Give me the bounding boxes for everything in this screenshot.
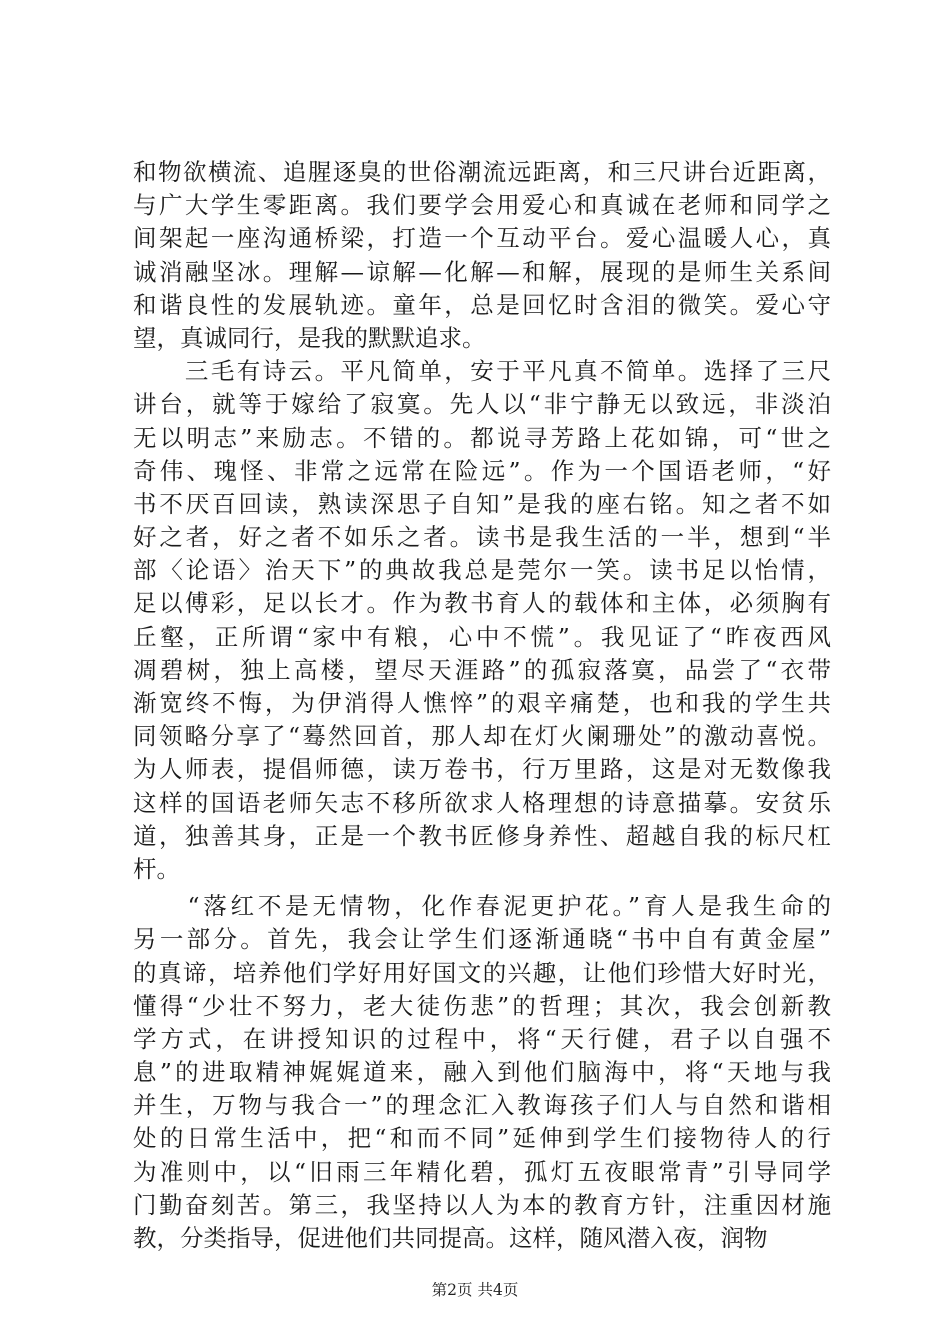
text-line: 三毛有诗云。平凡简单，安于平凡真不简单。选择了三尺 (133, 357, 831, 386)
text-line: 好之者，好之者不如乐之者。读书是我生活的一半，想到“半 (133, 523, 831, 552)
text-line: 学方式，在讲授知识的过程中，将“天行健，君子以自强不 (133, 1024, 831, 1053)
text-line: 奇伟、瑰怪、非常之远常在险远”。作为一个国语老师，“好 (133, 456, 831, 485)
text-line: 门勤奋刻苦。第三，我坚持以人为本的教育方针，注重因材施 (133, 1190, 831, 1219)
text-line: 为人师表，提倡师德，读万卷书，行万里路，这是对无数像我 (133, 755, 831, 784)
text-line: 另一部分。首先，我会让学生们逐渐通晓“书中自有黄金屋” (133, 925, 831, 954)
text-line: 足以傅彩，足以长才。作为教书育人的载体和主体，必须胸有 (133, 589, 831, 618)
text-line: 凋碧树，独上高楼，望尽天涯路”的孤寂落寞，品尝了“衣带 (133, 655, 831, 684)
text-line: 诚消融坚冰。理解—谅解—化解—和解，展现的是师生关系间 (133, 257, 831, 286)
text-line: 部〈论语〉治天下”的典故我总是莞尔一笑。读书足以怡情， (133, 556, 831, 585)
text-line: 的真谛，培养他们学好用好国文的兴趣，让他们珍惜大好时光， (133, 958, 831, 987)
paragraph (133, 890, 831, 1255)
text-line: 道，独善其身，正是一个教书匠修身养性、超越自我的标尺杠 (133, 821, 831, 850)
text-line: 渐宽终不悔，为伊消得人憔悴”的艰辛痛楚，也和我的学生共 (133, 689, 831, 717)
text-line: 书不厌百回读，熟读深思子自知”是我的座右铭。知之者不如 (133, 489, 831, 518)
text-line: 和物欲横流、追腥逐臭的世俗潮流远距离，和三尺讲台近距离， (133, 158, 831, 186)
document-body (133, 156, 831, 1255)
text-line: 间架起一座沟通桥梁，打造一个互动平台。爱心温暖人心，真 (133, 224, 831, 253)
text-line: 为准则中，以“旧雨三年精化碧，孤灯五夜眼常青”引导同学 (133, 1157, 831, 1186)
text-line: 这样的国语老师矢志不移所欲求人格理想的诗意描摹。安贫乐 (133, 788, 831, 817)
text-line: 教，分类指导，促进他们共同提高。这样，随风潜入夜，润物 (133, 1224, 768, 1252)
text-line: 无以明志”来励志。不错的。都说寻芳路上花如锦，可“世之 (133, 423, 831, 452)
page-footer (0, 1278, 950, 1300)
text-line: 丘壑，正所谓“家中有粮，心中不慌”。我见证了“昨夜西风 (133, 622, 831, 651)
text-line: 处的日常生活中，把“和而不同”延伸到学生们接物待人的行 (133, 1124, 831, 1153)
page-number: 第2页 共4页 (431, 1281, 519, 1299)
text-line: “落红不是无情物，化作春泥更护花。”育人是我生命的 (133, 892, 831, 921)
text-line: 望，真诚同行，是我的默默追求。 (133, 323, 486, 352)
text-line: 讲台，就等于嫁给了寂寞。先人以“非宁静无以致远，非淡泊 (133, 390, 831, 419)
text-line: 杆。 (133, 854, 180, 883)
text-line: 息”的进取精神娓娓道来，融入到他们脑海中，将“天地与我 (133, 1058, 831, 1087)
paragraph (133, 156, 831, 355)
text-line: 和谐良性的发展轨迹。童年，总是回忆时含泪的微笑。爱心守 (133, 290, 831, 319)
text-line: 懂得“少壮不努力，老大徒伤悲”的哲理；其次，我会创新教 (133, 991, 831, 1020)
text-line: 并生，万物与我合一”的理念汇入教诲孩子们人与自然和谐相 (133, 1091, 831, 1120)
text-line: 同领略分享了“蓦然回首，那人却在灯火阑珊处”的激动喜悦。 (133, 722, 831, 751)
text-line: 与广大学生零距离。我们要学会用爱心和真诚在老师和同学之 (133, 191, 831, 220)
paragraph (133, 355, 831, 886)
